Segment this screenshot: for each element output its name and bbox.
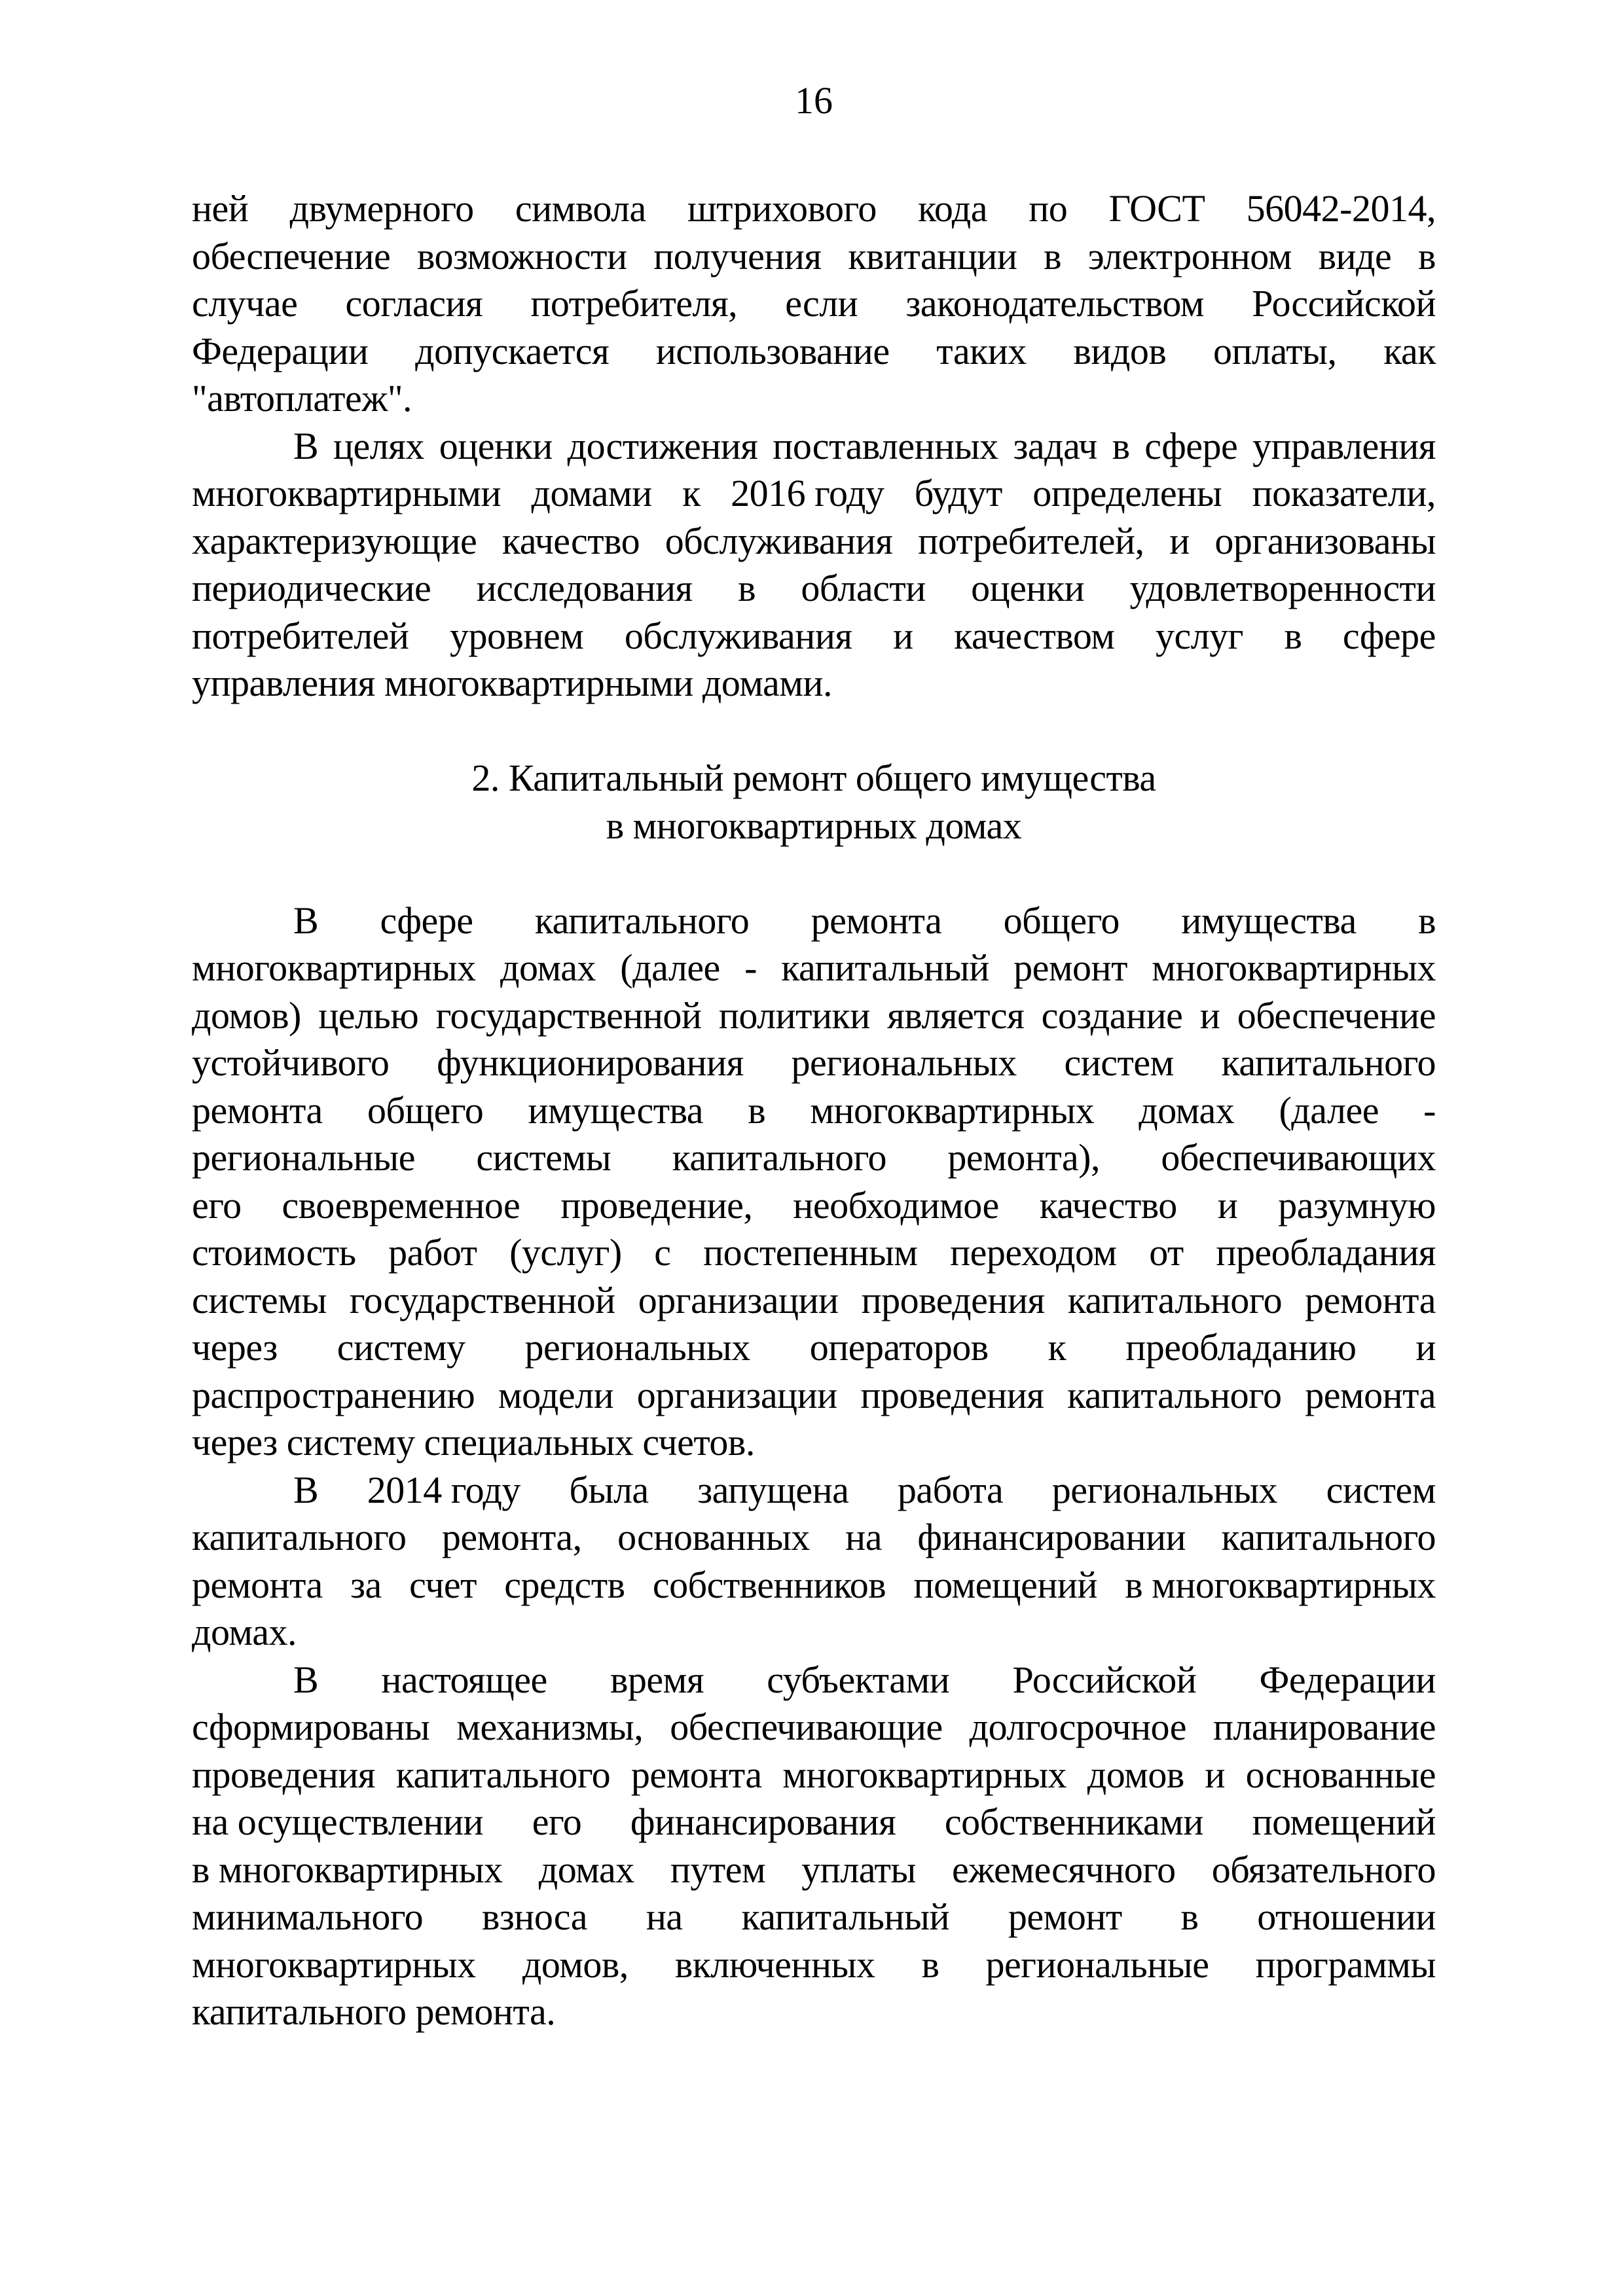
text-line: капитального ремонта, основанных на финансировании капитального bbox=[192, 1516, 1436, 1558]
text-line: домов) целью государственной политики является создание и обеспечение bbox=[192, 994, 1436, 1037]
text-line: многоквартирных домов, включенных в региональные программы bbox=[192, 1943, 1436, 1986]
text-line: управления многоквартирными домами. bbox=[192, 662, 833, 704]
paragraph bbox=[192, 897, 1436, 1467]
text-line: потребителей уровнем обслуживания и качеством услуг в сфере bbox=[192, 614, 1436, 657]
text-line: проведения капитального ремонта многоквартирных домов и основанные bbox=[192, 1753, 1436, 1796]
heading-line: в многоквартирных домах bbox=[606, 804, 1022, 847]
text-line: через систему специальных счетов. bbox=[192, 1421, 755, 1463]
page-number: 16 bbox=[795, 79, 833, 122]
text-line: минимального взноса на капитальный ремонт в отношении bbox=[192, 1895, 1436, 1938]
text-line: многоквартирных домах (далее - капитальный ремонт многоквартирных bbox=[192, 946, 1436, 989]
text-line: В сфере капитального ремонта общего имущества в bbox=[293, 899, 1436, 942]
text-line: "автоплатеж". bbox=[192, 377, 412, 420]
text-line: характеризующие качество обслуживания потребителей, и организованы bbox=[192, 519, 1436, 562]
text-line: периодические исследования в области оценки удовлетворенности bbox=[192, 567, 1436, 609]
paragraph bbox=[192, 1467, 1436, 1657]
paragraph bbox=[192, 1657, 1436, 2036]
text-line: сформированы механизмы, обеспечивающие долгосрочное планирование bbox=[192, 1706, 1436, 1748]
text-line: капитального ремонта. bbox=[192, 1990, 556, 2033]
document-content bbox=[192, 185, 1436, 2036]
text-line: устойчивого функционирования региональных систем капитального bbox=[192, 1041, 1436, 1084]
paragraph bbox=[192, 423, 1436, 708]
text-line: ремонта за счет средств собственников помещений в многоквартирных bbox=[192, 1563, 1436, 1606]
text-line: системы государственной организации проведения капитального ремонта bbox=[192, 1278, 1436, 1321]
text-line: Федерации допускается использование таких видов оплаты, как bbox=[192, 329, 1436, 372]
text-line: ремонта общего имущества в многоквартирных домах (далее - bbox=[192, 1088, 1436, 1132]
text-line: обеспечение возможности получения квитанции в электронном виде в bbox=[192, 234, 1436, 278]
text-line: на осуществлении его финансирования собственниками помещений bbox=[192, 1801, 1436, 1843]
text-line: распространению модели организации проведения капитального ремонта bbox=[192, 1373, 1436, 1416]
text-line: домах. bbox=[192, 1611, 297, 1653]
section-heading bbox=[192, 755, 1436, 850]
text-line: региональные системы капитального ремонта), обеспечивающих bbox=[192, 1136, 1436, 1179]
text-line: В настоящее время субъектами Российской Федерации bbox=[293, 1658, 1436, 1701]
text-line: В 2014 году была запущена работа региональных систем bbox=[293, 1468, 1436, 1511]
text-line: В целях оценки достижения поставленных задач в сфере управления bbox=[293, 424, 1436, 467]
heading-line: 2. Капитальный ремонт общего имущества bbox=[471, 757, 1156, 799]
text-line: многоквартирными домами к 2016 году будут определены показатели, bbox=[192, 472, 1436, 514]
text-line: случае согласия потребителя, если законодательством Российской bbox=[192, 282, 1436, 325]
paragraph bbox=[192, 185, 1436, 423]
text-line: ней двумерного символа штрихового кода по ГОСТ 56042-2014, bbox=[192, 187, 1436, 230]
text-line: в многоквартирных домах путем уплаты ежемесячного обязательного bbox=[192, 1848, 1436, 1891]
text-line: через систему региональных операторов к преобладанию и bbox=[192, 1326, 1436, 1369]
text-line: его своевременное проведение, необходимое качество и разумную bbox=[192, 1183, 1436, 1227]
text-line: стоимость работ (услуг) с постепенным переходом от преобладания bbox=[192, 1231, 1436, 1274]
